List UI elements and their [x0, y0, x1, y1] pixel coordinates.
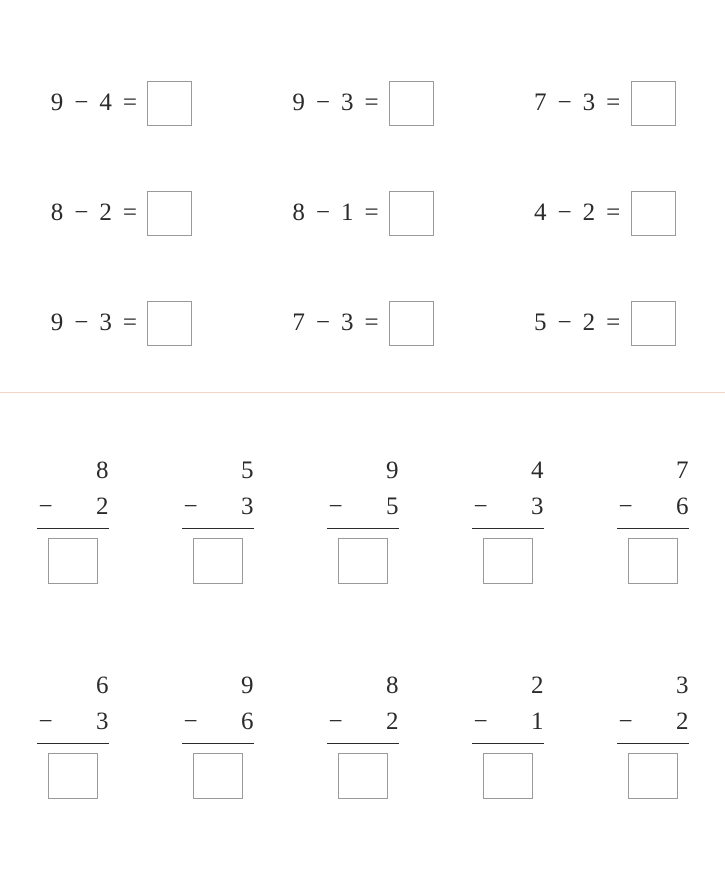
vertical-problem-body — [617, 668, 689, 799]
horizontal-problem — [494, 301, 714, 346]
minuend: 7 — [292, 309, 306, 336]
minuend: 9 — [386, 457, 399, 484]
answer-box[interactable] — [389, 81, 434, 126]
answer-box[interactable] — [483, 538, 533, 584]
minuend: 4 — [531, 457, 544, 484]
vertical-problem — [14, 453, 132, 584]
minus-operator-icon: − — [315, 199, 331, 226]
vertical-problems-section — [0, 393, 725, 883]
vertical-problem — [594, 453, 712, 584]
vertical-problem-body — [472, 453, 544, 584]
answer-box[interactable] — [147, 301, 192, 346]
answer-box[interactable] — [483, 753, 533, 799]
vertical-problem-body — [617, 453, 689, 584]
answer-area — [327, 529, 399, 584]
operand-line — [37, 489, 109, 525]
answer-box[interactable] — [147, 81, 192, 126]
vertical-problem — [449, 668, 567, 799]
answer-area — [37, 529, 109, 584]
subtrahend: 4 — [99, 89, 113, 116]
horizontal-problem — [252, 301, 472, 346]
horizontal-problem — [252, 191, 472, 236]
minus-operator-icon: − — [557, 89, 573, 116]
operand-line — [617, 704, 689, 740]
minuend: 8 — [50, 199, 64, 226]
minuend: 7 — [534, 89, 548, 116]
vertical-problem-body — [37, 453, 109, 584]
horizontal-problem-row — [0, 268, 725, 378]
minuend: 8 — [96, 457, 109, 484]
horizontal-problem — [494, 191, 714, 236]
subtrahend: 1 — [340, 199, 354, 226]
vertical-problem-body — [182, 668, 254, 799]
answer-area — [617, 744, 689, 799]
subtrahend: 3 — [531, 493, 544, 520]
vertical-problem-row — [0, 668, 725, 883]
answer-area — [472, 744, 544, 799]
horizontal-problem — [11, 301, 231, 346]
subtrahend: 3 — [96, 708, 109, 735]
minus-operator-icon: − — [557, 309, 573, 336]
horizontal-problem — [11, 191, 231, 236]
horizontal-problem — [252, 81, 472, 126]
vertical-problem — [304, 668, 422, 799]
subtrahend: 2 — [96, 493, 109, 520]
minus-operator-icon: − — [618, 708, 633, 735]
minus-operator-icon: − — [328, 708, 343, 735]
minuend: 8 — [386, 672, 399, 699]
subtrahend: 6 — [241, 708, 254, 735]
answer-area — [182, 529, 254, 584]
subtrahend: 2 — [582, 199, 596, 226]
minuend: 9 — [50, 89, 64, 116]
minus-operator-icon: − — [38, 493, 53, 520]
horizontal-problems-section — [0, 0, 725, 378]
operand-line — [182, 489, 254, 525]
vertical-problem-body — [37, 668, 109, 799]
minus-operator-icon: − — [183, 493, 198, 520]
horizontal-problem-row — [0, 158, 725, 268]
subtrahend: 1 — [531, 708, 544, 735]
subtrahend: 2 — [676, 708, 689, 735]
answer-box[interactable] — [48, 538, 98, 584]
minus-operator-icon: − — [74, 89, 89, 116]
vertical-problem — [14, 668, 132, 799]
minuend: 6 — [96, 672, 109, 699]
answer-area — [617, 529, 689, 584]
horizontal-problem-row — [0, 48, 725, 158]
minus-operator-icon: − — [315, 89, 331, 116]
minuend: 4 — [534, 199, 548, 226]
answer-box[interactable] — [193, 753, 243, 799]
equals-sign: = — [364, 309, 380, 336]
answer-box[interactable] — [338, 538, 388, 584]
operand-line — [37, 704, 109, 740]
answer-box[interactable] — [193, 538, 243, 584]
operand-line — [182, 704, 254, 740]
subtrahend: 6 — [676, 493, 689, 520]
answer-box[interactable] — [48, 753, 98, 799]
vertical-problem — [159, 668, 277, 799]
minuend: 7 — [676, 457, 689, 484]
equals-sign: = — [122, 89, 138, 116]
answer-box[interactable] — [389, 301, 434, 346]
answer-area — [327, 744, 399, 799]
horizontal-problem — [494, 81, 714, 126]
minus-operator-icon: − — [473, 708, 488, 735]
operand-line — [472, 489, 544, 525]
minuend: 8 — [292, 199, 306, 226]
subtrahend: 3 — [340, 309, 354, 336]
equals-sign: = — [606, 89, 621, 116]
vertical-problem-body — [182, 453, 254, 584]
vertical-problem — [449, 453, 567, 584]
operand-line — [472, 704, 544, 740]
subtrahend: 3 — [241, 493, 254, 520]
minuend: 3 — [676, 672, 689, 699]
answer-box[interactable] — [631, 191, 676, 236]
vertical-problem — [159, 453, 277, 584]
answer-box[interactable] — [628, 538, 678, 584]
minuend: 5 — [241, 457, 254, 484]
minuend: 5 — [534, 309, 548, 336]
answer-area — [182, 744, 254, 799]
minuend: 9 — [292, 89, 306, 116]
minus-operator-icon: − — [557, 199, 573, 226]
subtrahend: 3 — [582, 89, 596, 116]
equals-sign: = — [122, 309, 138, 336]
minus-operator-icon: − — [74, 199, 89, 226]
equals-sign: = — [122, 199, 138, 226]
subtrahend: 2 — [386, 708, 399, 735]
vertical-problem-body — [327, 453, 399, 584]
minus-operator-icon: − — [328, 493, 343, 520]
minus-operator-icon: − — [315, 309, 331, 336]
answer-box[interactable] — [631, 81, 676, 126]
answer-box[interactable] — [628, 753, 678, 799]
minus-operator-icon: − — [74, 309, 89, 336]
vertical-problem-row — [0, 453, 725, 668]
vertical-problem — [304, 453, 422, 584]
operand-line — [327, 704, 399, 740]
equals-sign: = — [606, 309, 621, 336]
subtrahend: 3 — [340, 89, 354, 116]
vertical-problem-body — [327, 668, 399, 799]
minus-operator-icon: − — [183, 708, 198, 735]
minus-operator-icon: − — [473, 493, 488, 520]
minuend: 9 — [50, 309, 64, 336]
operand-line — [617, 489, 689, 525]
subtrahend: 2 — [99, 199, 113, 226]
minuend: 9 — [241, 672, 254, 699]
answer-box[interactable] — [147, 191, 192, 236]
subtrahend: 5 — [386, 493, 399, 520]
vertical-problem — [594, 668, 712, 799]
answer-box[interactable] — [631, 301, 676, 346]
answer-box[interactable] — [389, 191, 434, 236]
minus-operator-icon: − — [38, 708, 53, 735]
answer-area — [37, 744, 109, 799]
equals-sign: = — [606, 199, 621, 226]
vertical-problem-body — [472, 668, 544, 799]
answer-area — [472, 529, 544, 584]
minuend: 2 — [531, 672, 544, 699]
equals-sign: = — [364, 89, 380, 116]
operand-line — [327, 489, 399, 525]
subtrahend: 2 — [582, 309, 596, 336]
minus-operator-icon: − — [618, 493, 633, 520]
horizontal-problem — [11, 81, 231, 126]
answer-box[interactable] — [338, 753, 388, 799]
subtrahend: 3 — [99, 309, 113, 336]
equals-sign: = — [364, 199, 380, 226]
